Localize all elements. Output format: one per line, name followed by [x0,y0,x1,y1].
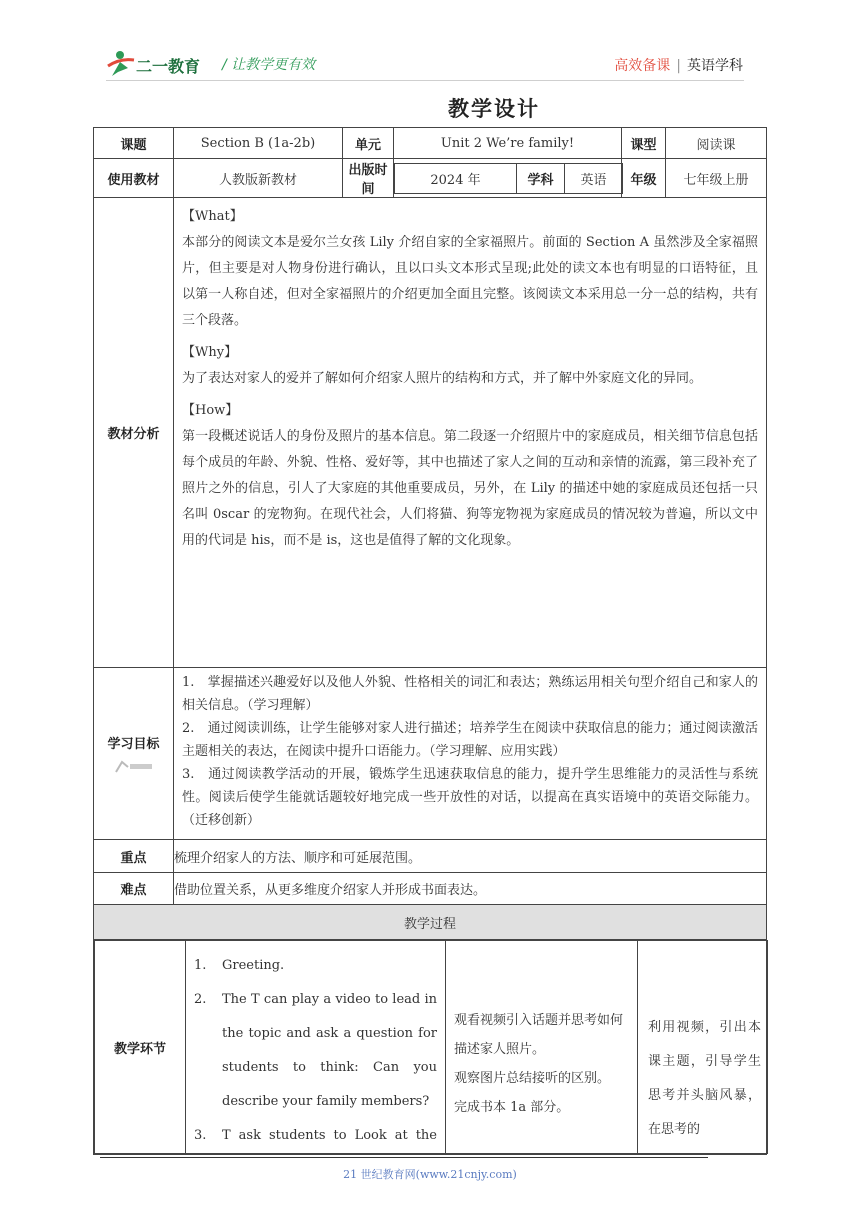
student-activity: 观看视频引入话题并思考如何描述家人照片。 [454,1013,624,1057]
row-lesson [94,128,767,159]
what-text: 本部分的阅读文本是爱尔兰女孩 Lily 介绍自家的全家福照片。前面的 Section A 虽然涉及全家福照片，但主要是对人物身份进行确认，且以口头文本形式呈现;此处的读文本也有明显的口语特征，且以第一人称自述，但对全家福照片的介绍更加全面且完整。该阅读文本采用总一分一总的结构，共有三个段落。 [182,235,758,328]
lesson-value: Section B (1a-2b) [174,128,343,159]
step-item: 1. Greeting. [194,958,285,973]
watermark-logo [114,758,154,774]
why-heading: 【Why】 [182,345,238,360]
what-heading: 【What】 [182,209,243,224]
textbook-label: 使用教材 [94,159,174,198]
goals-label-cell [94,668,174,840]
grade-label: 年级 [622,159,666,198]
textbook-value: 人教版新教材 [174,159,343,198]
goals-label: 学习目标 [107,737,160,752]
step-item: 2. The T can play a video to lead in [194,992,437,1007]
header-subject-labels: 高效备课 | 英语学科 [614,58,743,74]
row-process [94,940,767,1155]
goals-list [174,668,766,835]
how-text: 第一段概述说话人的身份及照片的基本信息。第二段逐一介绍照片中的家庭成员，相关细节信息包括每个成员的年龄、外貌、性格、爱好等，其中也描述了家人之间的互动和亲情的流露，第三段补充了照片之外的信息，引人了大家庭的其他重要成员，另外，在 Lily 的描述中她的家庭成员还包括一只名叫 0scar 的宠物狗。在现代社会，人们将猫、狗等宠物视为家庭成员的情况较为普遍，所以文中用的代词是 his，而不是 is，这也是值得了解的文化现象。 [182,429,758,548]
page-title: 教学设计 [448,97,540,121]
header-divider [106,80,744,81]
footer-divider [100,1157,708,1158]
unit-value: Unit 2 We’re family! [394,128,622,159]
student-activities [446,941,638,1154]
page-header [0,0,860,90]
row-goals [94,668,767,840]
step-line: describe your family members? [222,1094,430,1109]
svg-text:二一教育: 二一教育 [136,57,201,76]
brand-logo [106,46,216,80]
type-value: 阅读课 [666,128,767,159]
header-label-prep: 高效备课 [614,58,671,74]
analysis-label: 教材分析 [94,198,174,668]
step-line: the topic and ask a question for [222,1026,437,1041]
pubtime-value: 2024 年 [395,163,517,193]
key-point-label: 重点 [94,840,174,873]
key-point-value: 梳理介绍家人的方法、顺序和可延展范围。 [174,840,767,873]
subject-label: 学科 [517,163,565,193]
why-text: 为了表达对家人的爱并了解如何介绍家人照片的结构和方式，并了解中外家庭文化的异同。 [182,371,703,386]
difficulty-label: 难点 [94,873,174,905]
analysis-content [174,198,766,560]
teacher-activities [186,941,446,1154]
row-key-point [94,840,767,873]
student-activity: 观察图片总结接听的区别。 [454,1071,611,1086]
how-heading: 【How】 [182,403,239,418]
design-intent: 利用视频，引出本课主题，引导学生思考并头脑风暴，在思考的 [638,941,768,1154]
goal-item: 3. 通过阅读教学活动的开展，锻炼学生迅速获取信息的能力，提升学生思维能力的灵活性与系统性。阅读后使学生能就话题较好地完成一些开放性的对话，以提高在真实语境中的英语交际能力。（迁移创新） [182,767,758,828]
pubtime-label: 出版时间 [343,159,394,198]
pubtime-subject-cell [394,159,622,198]
slogan: / 让教学更有效 [222,57,316,73]
grade-value: 七年级上册 [666,159,767,198]
type-label: 课型 [622,128,666,159]
process-header: 教学过程 [94,905,767,940]
goal-item: 2. 通过阅读训练，让学生能够对家人进行描述；培养学生在阅读中获取信息的能力；通过阅读激活主题相关的表达，在阅读中提升口语能力。（学习理解、应用实践） [182,721,758,759]
lesson-label: 课题 [94,128,174,159]
row-textbook [94,159,767,198]
lesson-plan-table [93,127,767,1155]
difficulty-value: 借助位置关系，从更多维度介绍家人并形成书面表达。 [174,873,767,905]
goal-item: 1. 掌握描述兴趣爱好以及他人外貌、性格相关的词汇和表达；熟练运用相关句型介绍自己和家人的相关信息。（学习理解） [182,675,758,713]
header-label-subject: 英语学科 [687,58,743,74]
row-process-header [94,905,767,940]
footer-text: 21 世纪教育网(www.21cnjy.com) [343,1168,517,1181]
student-activity: 完成书本 1a 部分。 [454,1100,570,1115]
stage-label: 教学环节 [95,941,186,1154]
row-difficulty [94,873,767,905]
row-analysis [94,198,767,668]
subject-value: 英语 [565,163,623,193]
step-item: 3. T ask students to Look at the [194,1128,437,1143]
step-line: students to think: Can you [222,1060,437,1075]
unit-label: 单元 [343,128,394,159]
